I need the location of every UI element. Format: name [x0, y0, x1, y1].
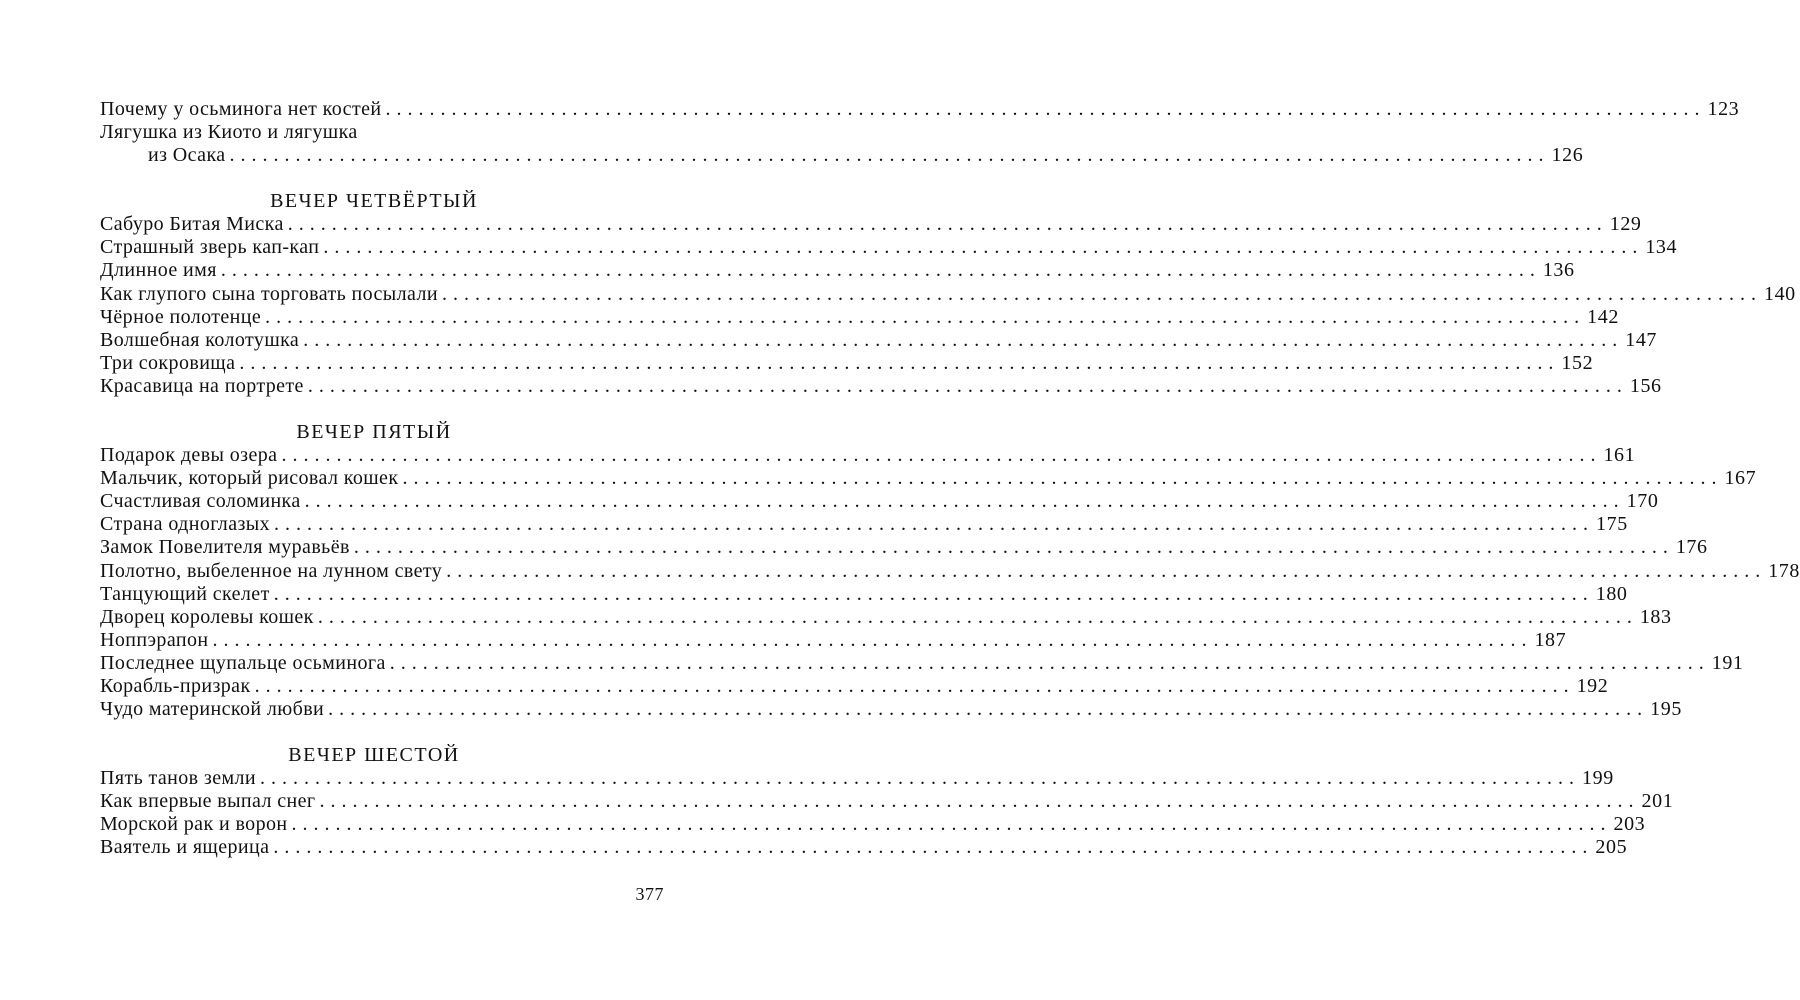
dot-leader: ........................................................................................................................	[260, 767, 1581, 790]
toc-entry	[100, 328, 1658, 352]
toc-entry-page: 175	[1596, 513, 1628, 536]
toc-entry-title: Последнее щупальце осьминога	[100, 651, 386, 674]
toc-entry-page: 187	[1534, 628, 1567, 651]
toc-entry	[100, 605, 1672, 629]
toc-entry	[100, 813, 1646, 836]
toc-entry	[100, 674, 1609, 698]
toc-entry	[100, 305, 1619, 329]
toc-entry-title: Волшебная колотушка	[100, 328, 300, 351]
toc-entry	[100, 444, 1636, 467]
toc-entry-page: 142	[1587, 305, 1619, 328]
toc-entry	[100, 98, 1740, 121]
toc-entry	[100, 236, 1678, 259]
toc-entry	[100, 628, 1567, 652]
toc-entry	[100, 836, 1628, 859]
toc-entry-title: Сабуро Битая Миска	[100, 213, 284, 236]
dot-leader: ........................................................................................................................	[273, 836, 1594, 859]
toc-entry-page: 134	[1645, 236, 1678, 259]
toc-entry-title: Замок Повелителя муравьёв	[100, 536, 350, 559]
toc-entry	[100, 259, 1575, 282]
toc-entry-page: 195	[1650, 698, 1682, 721]
toc-entry-page: 191	[1711, 651, 1744, 674]
toc-entry-page: 192	[1576, 674, 1609, 697]
toc-entry-page: 176	[1675, 536, 1708, 559]
toc-entry	[100, 767, 1614, 790]
dot-leader: ........................................................................................................................	[212, 628, 1533, 651]
toc-entry	[100, 513, 1628, 536]
toc-entry-page: 178	[1768, 559, 1800, 582]
dot-leader: ........................................................................................................................	[274, 513, 1595, 536]
page-number: 377	[635, 884, 664, 904]
toc-entry-page: 126	[1551, 144, 1584, 167]
toc-entry-title: Длинное имя	[100, 259, 217, 282]
section-heading: ВЕЧЕР ПЯТЫЙ	[296, 421, 452, 444]
dot-leader: ........................................................................................................................	[353, 536, 1674, 559]
dot-leader: ........................................................................................................................	[291, 813, 1612, 836]
toc-entry	[100, 467, 1757, 490]
toc-entry-title: Три сокровища	[100, 351, 236, 374]
toc-entry	[100, 282, 1796, 306]
toc-entry	[100, 144, 1584, 167]
dot-leader: ........................................................................................................................	[220, 259, 1541, 282]
toc-entry-title: Ноппэрапон	[100, 628, 209, 651]
dot-leader: ........................................................................................................................	[385, 98, 1706, 120]
toc-entry-page: 205	[1595, 836, 1628, 859]
toc-entry-title: Страшный зверь кап-кап	[100, 236, 320, 259]
toc-entry-page: 183	[1639, 605, 1672, 628]
toc-entry-title: Дворец королевы кошек	[100, 605, 314, 628]
toc-entry-page: 140	[1763, 282, 1796, 305]
toc-entry	[100, 490, 1659, 513]
toc-entry-title-line: Лягушка из Киото и лягушка	[100, 121, 358, 144]
toc-entry	[100, 536, 1708, 559]
toc-entry-page: 199	[1582, 767, 1614, 790]
toc-entry	[100, 559, 1800, 583]
toc-entry	[100, 698, 1682, 721]
dot-leader: ........................................................................................................................	[281, 444, 1602, 467]
toc-entry-page: 147	[1625, 328, 1658, 351]
toc-entry-title: Пять танов земли	[100, 767, 257, 790]
toc-sections	[100, 190, 1800, 859]
table-of-contents	[100, 98, 1800, 860]
dot-leader: ........................................................................................................................	[319, 790, 1640, 813]
toc-entry	[100, 374, 1662, 398]
dot-leader: ........................................................................................................................	[287, 213, 1608, 236]
toc-entry	[100, 582, 1628, 606]
dot-leader: ........................................................................................................................	[323, 236, 1644, 259]
dot-leader: ........................................................................................................................	[229, 144, 1550, 167]
dot-leader: ........................................................................................................................	[446, 559, 1767, 582]
dot-leader: ........................................................................................................................	[303, 328, 1624, 351]
section-heading: ВЕЧЕР ШЕСТОЙ	[288, 744, 460, 767]
toc-entry-title: Полотно, выбеленное на лунном свету	[100, 559, 443, 582]
toc-entry-title: Счастливая соломинка	[100, 490, 301, 513]
toc-entry-page: 152	[1561, 351, 1594, 374]
toc-entry-page: 180	[1595, 582, 1628, 605]
toc-entry-title: Корабль-призрак	[100, 674, 251, 697]
toc-entry-title: Ваятель и ящерица	[100, 836, 270, 859]
toc-entry-page: 136	[1542, 259, 1575, 282]
toc-entry-page: 161	[1603, 444, 1636, 467]
dot-leader: ........................................................................................................................	[307, 374, 1628, 397]
toc-entry-title: из Осака	[148, 144, 226, 167]
toc-entry-title: Танцующий скелет	[100, 582, 270, 605]
dot-leader: ........................................................................................................................	[402, 467, 1723, 490]
toc-entry-title: Как глупого сына торговать посылали	[100, 282, 438, 305]
toc-entry-page: 156	[1629, 374, 1662, 397]
toc-entry-title: Морской рак и ворон	[100, 813, 288, 836]
toc-entry-page: 170	[1626, 490, 1659, 513]
toc-entry	[100, 651, 1744, 675]
toc-entry-title: Чёрное полотенце	[100, 305, 262, 328]
dot-leader: ........................................................................................................................	[273, 582, 1594, 605]
toc-entry-title: Красавица на портрете	[100, 374, 304, 397]
dot-leader: ........................................................................................................................	[389, 651, 1710, 674]
toc-entry-title: Подарок девы озера	[100, 444, 278, 467]
toc-entry-title: Мальчик, который рисовал кошек	[100, 467, 399, 490]
toc-entry-page: 129	[1609, 213, 1642, 236]
toc-entry	[100, 790, 1674, 813]
dot-leader: ........................................................................................................................	[328, 698, 1649, 721]
toc-entry	[100, 351, 1594, 375]
toc-entry-title: Страна одноглазых	[100, 513, 271, 536]
dot-leader: ........................................................................................................................	[304, 490, 1625, 513]
toc-entry-title: Как впервые выпал снег	[100, 790, 316, 813]
toc-entry-title: Чудо материнской любви	[100, 698, 325, 721]
dot-leader: ........................................................................................................................	[441, 282, 1762, 305]
dot-leader: ........................................................................................................................	[265, 305, 1586, 328]
section-heading: ВЕЧЕР ЧЕТВЁРТЫЙ	[270, 190, 478, 213]
dot-leader: ........................................................................................................................	[239, 351, 1560, 374]
toc-entry-page: 167	[1724, 467, 1757, 490]
toc-entry-page: 201	[1641, 790, 1674, 813]
toc-entry-page: 203	[1613, 813, 1646, 836]
dot-leader: ........................................................................................................................	[317, 605, 1638, 628]
toc-entry-page: 123	[1707, 98, 1740, 120]
dot-leader: ........................................................................................................................	[254, 674, 1575, 697]
toc-entry	[100, 213, 1642, 236]
toc-entry-title: Почему у осьминога нет костей	[100, 98, 382, 120]
